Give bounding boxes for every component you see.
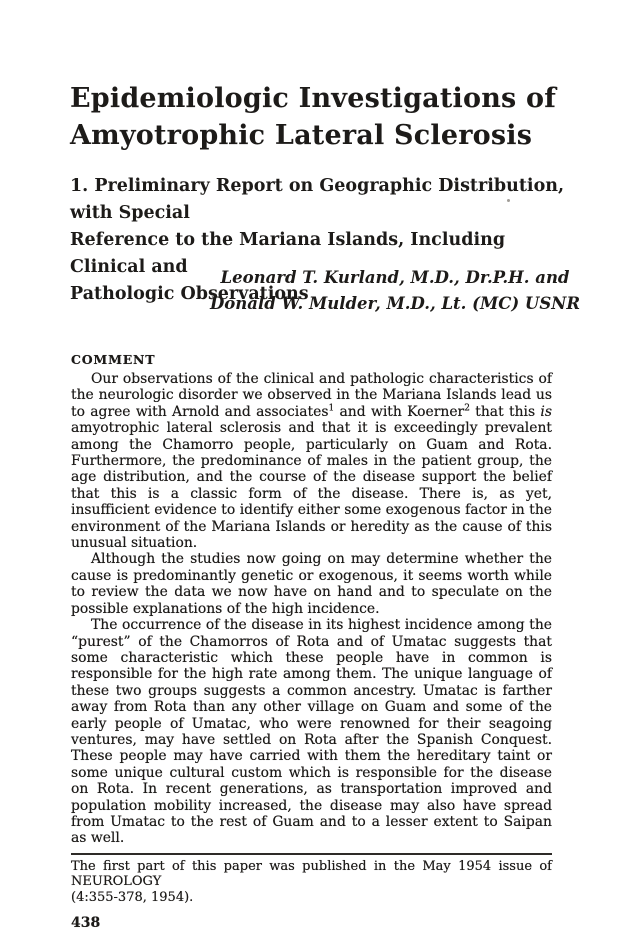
scan-speck	[507, 199, 510, 202]
reference-superscript: 2	[464, 403, 470, 414]
paragraph-text: Although the studies now going on may determine whether the cause is predominantly genetic or exogenous, it seems worth while to review the data we now have on hand and to speculate on the possible explanations of the high incidence.	[71, 551, 552, 617]
paragraph	[71, 371, 552, 551]
paragraph-text: Our observations of the clinical and pathologic characteristics of the neurologic disorder we observed in the Mariana Islands lead us to agree with Arnold and associates	[71, 371, 552, 420]
footnote-line-1: The first part of this paper was published in the May 1954 issue of NEUROLOGY	[71, 858, 552, 890]
reference-superscript: 1	[328, 403, 335, 414]
paragraph-text: that this	[469, 403, 541, 420]
article-body	[71, 352, 552, 932]
author-line-1: Leonard T. Kurland, M.D., Dr.P.H. and	[220, 268, 570, 287]
author-byline	[175, 265, 615, 316]
title-line-1: Epidemiologic Investigations of	[70, 83, 557, 114]
footnote	[71, 859, 552, 906]
footnote-rule	[71, 853, 552, 855]
paragraph	[71, 551, 552, 617]
body-paragraphs	[71, 371, 552, 847]
subtitle-line-1: 1. Preliminary Report on Geographic Distribution, with Special	[70, 176, 565, 223]
paragraph-text: The occurrence of the disease in its highest incidence among the “purest” of the Chamorros of Rota and of Umatac suggests that some characteristic which these people have in common is responsible for the high rate among them. The unique language of these two groups suggests a common ancestry. Umatac is farther away from Rota than any other village on Guam and some of the early people of Umatac, who were renowned for their seagoing ventures, may have settled on Rota after the Spanish Conquest. These people may have carried with them the hereditary taint or some unique cultural custom which is responsible for the disease on Rota. In recent generations, as transportation improved and population mobility increased, the disease may also have spread from Umatac to the rest of Guam and to a lesser extent to Saipan as well.	[71, 617, 552, 847]
paragraph-text: and with Koerner	[334, 403, 465, 420]
footnote-line-2: (4:355-378, 1954).	[71, 889, 194, 905]
subtitle-line-3: Pathologic Observations	[70, 284, 309, 304]
subtitle-line-2: Reference to the Mariana Islands, Including Clinical and	[70, 230, 506, 277]
paragraph	[71, 617, 552, 847]
emphasized-word: is	[540, 403, 552, 420]
article-title	[70, 80, 575, 154]
title-line-2: Amyotrophic Lateral Sclerosis	[70, 120, 533, 151]
page-number: 438	[71, 915, 101, 932]
section-heading: COMMENT	[71, 352, 156, 367]
paragraph-text: amyotrophic lateral sclerosis and that it is exceedingly prevalent among the Chamorro people, particularly on Guam and Rota. Furthermore, the predominance of males in the patient group, the age distribution, and the course of the disease support the belief that this is a classic form of the disease. There is, as yet, insufficient evidence to identify either some exogenous factor in the environment of the Mariana Islands or heredity as the cause of this unusual situation.	[71, 420, 552, 552]
author-line-2: Donald W. Mulder, M.D., Lt. (MC) USNR	[209, 293, 581, 313]
